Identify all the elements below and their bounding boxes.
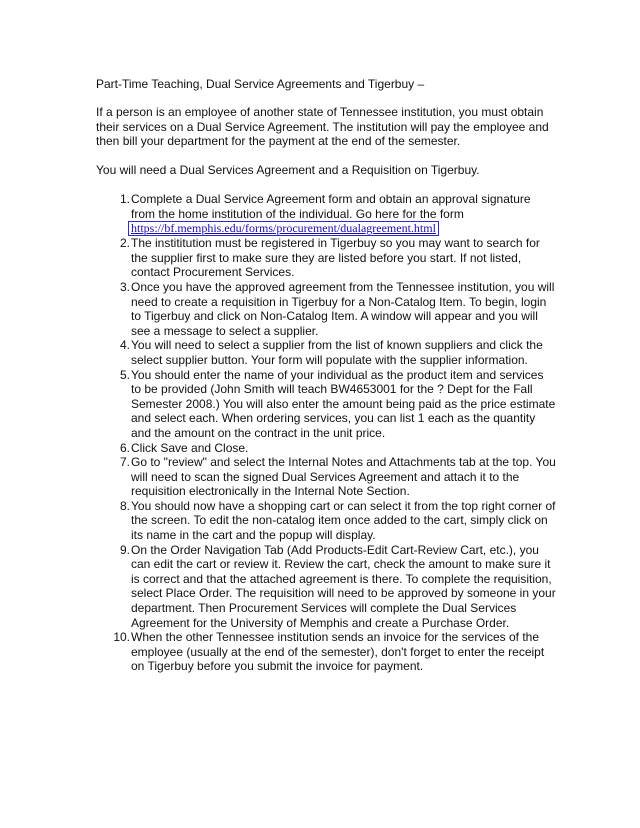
step-number: 7. — [119, 455, 130, 470]
step-number: 10. — [113, 630, 130, 645]
step-item — [96, 455, 556, 499]
step-text: Once you have the approved agreement from the Tennessee institution, you will need to create a requisition in Tigerbuy for a Non-Catalog Item. To begin, login to Tigerbuy and click on Non-Catalog Item. A window will appear and you will see a message to select a supplier. — [131, 279, 555, 338]
step-text: You should enter the name of your individual as the product item and services to be provided (John Smith will teach BW4653001 for the ? Dept for the Fall Semester 2008.) You will also enter the amount being paid as the price estimate and select each. When ordering services, you can list 1 each as the quantity and the amount on the contract in the unit price. — [131, 367, 556, 440]
step-item — [96, 441, 556, 456]
step-text: The instititution must be registered in Tigerbuy so you may want to search for the supplier first to make sure they are listed before you start. If not listed, contact Procurement Services. — [131, 236, 540, 280]
step-number: 4. — [119, 338, 130, 353]
step-item — [96, 368, 556, 441]
document-title: Part-Time Teaching, Dual Service Agreements and Tigerbuy – — [96, 77, 425, 91]
step-number: 2. — [119, 236, 130, 251]
step-item — [96, 499, 556, 543]
step-item — [96, 236, 556, 280]
steps-list — [96, 192, 556, 674]
dual-agreement-form-link[interactable]: https://bf.memphis.edu/forms/procurement/dualagreement.html — [128, 221, 439, 236]
step-text: You should now have a shopping cart or can select it from the top right corner of the screen. To edit the non-catalog item once added to the cart, simply click on its name in the cart and the popup will display. — [131, 498, 556, 543]
step-number: 6. — [119, 440, 130, 455]
step-item — [96, 543, 556, 631]
step-text: Go to "review" and select the Internal Notes and Attachments tab at the top. You will need to scan the signed Dual Services Agreement and attach it to the requisition electronically in the Internal Note Section. — [131, 455, 556, 499]
step-number: 9. — [119, 542, 130, 557]
step-item — [96, 192, 556, 236]
step-number: 1. — [119, 192, 130, 206]
step-text: You will need to select a supplier from the list of known suppliers and click the select supplier button. Your form will populate with the supplier information. — [131, 338, 543, 367]
step-item — [96, 630, 556, 674]
step-number: 3. — [119, 279, 130, 294]
step-item — [96, 338, 556, 367]
requirements-paragraph: You will need a Dual Services Agreement and a Requisition on Tigerbuy. — [96, 163, 480, 177]
step-text: Complete a Dual Service Agreement form and obtain an approval signature from the home institution of the individual. Go here for the form — [131, 192, 531, 221]
step-number: 5. — [119, 367, 130, 382]
step-text: On the Order Navigation Tab (Add Products-Edit Cart-Review Cart, etc.), you can edit the cart or review it. Review the cart, check the amount to make sure it is correct and that the attached agreement is there. To complete the requisition, select Place Order. The requisition will need to be approved by someone in your department. Then Procurement Services will complete the Dual Services Agreement for the University of Memphis and create a Purchase Order. — [131, 542, 556, 630]
step-number: 8. — [119, 498, 130, 513]
step-text: When the other Tennessee institution sends an invoice for the services of the employee (usually at the end of the semester), don't forget to enter the receipt on Tigerbuy before you submit the invoice for payment. — [131, 630, 545, 674]
intro-paragraph: If a person is an employee of another state of Tennessee institution, you must obtain their services on a Dual Service Agreement. The institution will pay the employee and then bill your department for the payment at the end of the semester. — [96, 105, 549, 149]
step-item — [96, 280, 556, 338]
step-text: Click Save and Close. — [131, 440, 249, 455]
